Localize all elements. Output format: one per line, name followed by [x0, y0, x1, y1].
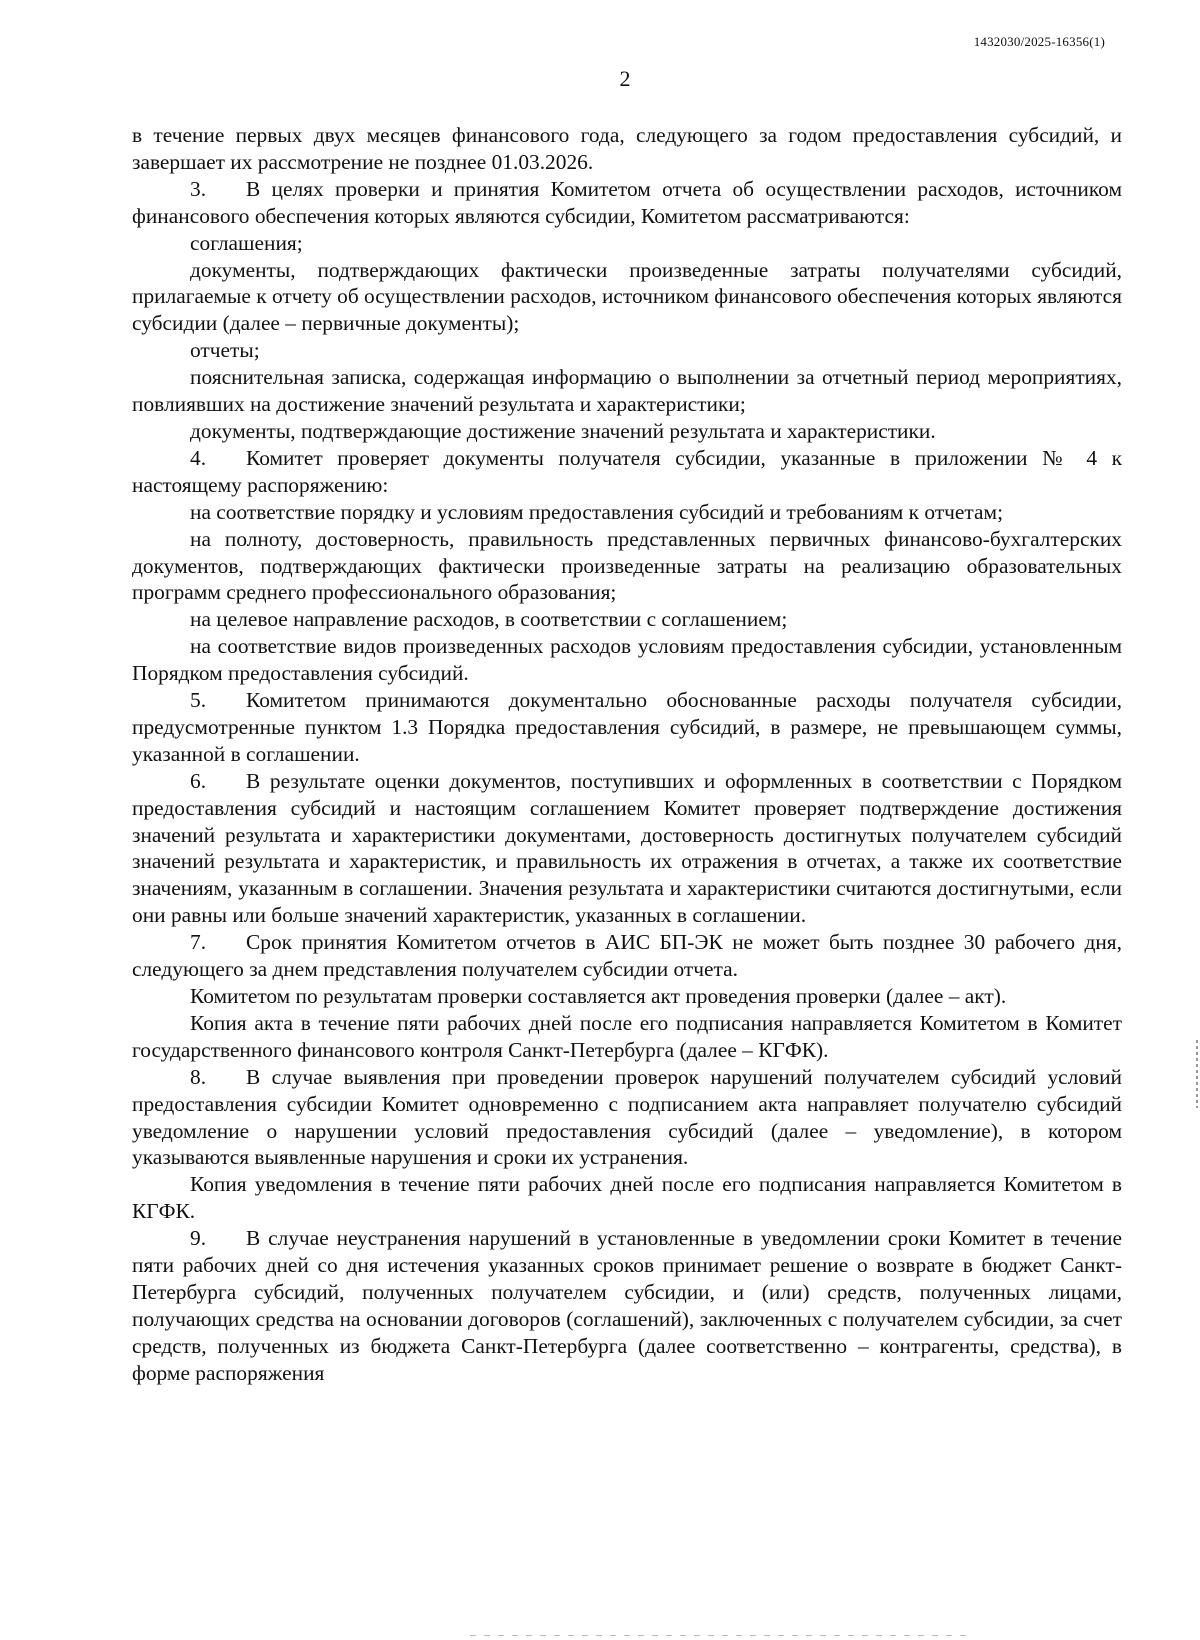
numbered-paragraph — [132, 445, 1122, 499]
paragraph — [132, 1171, 1122, 1225]
paragraph-number: 3. — [190, 176, 207, 201]
paragraph — [132, 122, 1122, 176]
numbered-paragraph — [132, 768, 1122, 929]
paragraph-text: Комитетом по результатам проверки составляется акт проведения проверки (далее – акт). — [190, 984, 1007, 1008]
numbered-paragraph — [132, 687, 1122, 768]
paragraph-text: отчеты; — [190, 338, 260, 363]
document-registration-number: 1432030/2025-16356(1) — [973, 34, 1105, 49]
paragraph — [132, 983, 1122, 1010]
paragraph — [132, 499, 1122, 526]
paragraph-number: 6. — [190, 768, 207, 793]
paragraph-number: 5. — [190, 688, 207, 713]
document-body — [132, 122, 1122, 1387]
paragraph — [132, 364, 1122, 418]
paragraph — [132, 257, 1122, 338]
numbered-paragraph — [132, 929, 1122, 983]
paragraph — [132, 230, 1122, 257]
paragraph — [132, 1010, 1122, 1064]
paragraph — [132, 418, 1122, 445]
paragraph-text: Копия уведомления в течение пяти рабочих дней после его подписания направляется Комитетом в КГФК. — [132, 1172, 1122, 1224]
paragraph-text: документы, подтверждающие достижение значений результата и характеристики. — [190, 418, 936, 443]
paragraph-text: В результате оценки документов, поступивших и оформленных в соответствии с Порядком предоставления субсидий и настоящим соглашением Комитет проверяет подтверждение достижения значений результата и характеристики документами, достоверность достигнутых получателем субсидий значений результата и характеристик, и правильность их отражения в отчетах, а также их соответствие значениям, указанным в соглашении. Значения результата и характеристики считаются достигнутыми, если они равны или больше значений характеристик, указанных в соглашении. — [132, 768, 1122, 928]
numbered-paragraph — [132, 176, 1122, 230]
scan-edge-mark — [1196, 1040, 1198, 1108]
paragraph-text: Комитетом принимаются документально обоснованные расходы получателя субсидии, предусмотренные пунктом 1.3 Порядка предоставления субсидий, в размере, не превышающем суммы, указанной в соглашении. — [132, 688, 1122, 766]
page-number: 2 — [619, 66, 631, 91]
paragraph-text: в течение первых двух месяцев финансового года, следующего за годом предоставления субсидий, и завершает их рассмотрение не позднее 01.03.2026. — [132, 123, 1122, 174]
paragraph-text: на соответствие видов произведенных расходов условиям предоставления субсидии, установленным Порядком предоставления субсидий. — [132, 634, 1122, 686]
scan-bottom-artifact — [470, 1635, 970, 1636]
paragraph — [132, 606, 1122, 633]
paragraph — [132, 526, 1122, 607]
paragraph-text: на соответствие порядку и условиям предоставления субсидий и требованиям к отчетам; — [190, 499, 1004, 524]
paragraph-number: 9. — [190, 1226, 207, 1251]
paragraph-text: Комитет проверяет документы получателя субсидии, указанные в приложении № 4 к настоящему распоряжению: — [132, 445, 1122, 497]
numbered-paragraph — [132, 1225, 1122, 1386]
paragraph-number: 7. — [190, 930, 207, 955]
paragraph-text: документы, подтверждающих фактически произведенные затраты получателями субсидий, прилагаемые к отчету об осуществлении расходов, источником финансового обеспечения которых являются субсидии (далее – первичные документы); — [132, 257, 1123, 336]
paragraph-number: 4. — [190, 445, 207, 470]
paragraph-text: В целях проверки и принятия Комитетом отчета об осуществлении расходов, источником финансового обеспечения которых являются субсидии, Комитетом рассматриваются: — [132, 176, 1122, 228]
paragraph-text: соглашения; — [190, 230, 303, 255]
paragraph — [132, 337, 1122, 364]
paragraph-text: пояснительная записка, содержащая информацию о выполнении за отчетный период мероприятиях, повлиявших на достижение значений результата и характеристики; — [132, 365, 1122, 417]
numbered-paragraph — [132, 1064, 1122, 1172]
paragraph-text: В случае выявления при проведении проверок нарушений получателем субсидий условий предоставления субсидии Комитет одновременно с подписанием акта направляет получателю субсидий уведомление о нарушении условий предоставления субсидий (далее – уведомление), в котором указываются выявленные нарушения и сроки их устранения. — [132, 1064, 1122, 1170]
paragraph-text: В случае неустранения нарушений в установленные в уведомлении сроки Комитет в течение пяти рабочих дней со дня истечения указанных сроков принимает решение о возврате в бюджет Санкт-Петербурга субсидий, полученных получателем субсидии, и (или) средств, полученных лицами, получающих средства на основании договоров (соглашений), заключенных с получателем субсидии, за счет средств, полученных из бюджета Санкт-Петербурга (далее соответственно – контрагенты, средства), в форме распоряжения — [132, 1226, 1122, 1385]
paragraph-number: 8. — [190, 1064, 207, 1089]
paragraph-text: на целевое направление расходов, в соответствии с соглашением; — [190, 607, 788, 632]
paragraph — [132, 633, 1122, 687]
paragraph-text: Копия акта в течение пяти рабочих дней после его подписания направляется Комитетом в Комитет государственного финансового контроля Санкт-Петербурга (далее – КГФК). — [132, 1010, 1122, 1062]
paragraph-text: Срок принятия Комитетом отчетов в АИС БП-ЭК не может быть позднее 30 рабочего дня, следующего за днем представления получателем субсидии отчета. — [132, 930, 1122, 982]
paragraph-text: на полноту, достоверность, правильность представленных первичных финансово-бухгалтерских документов, подтверждающих фактически произведенные затраты на реализацию образовательных программ среднего профессионального образования; — [132, 526, 1122, 605]
